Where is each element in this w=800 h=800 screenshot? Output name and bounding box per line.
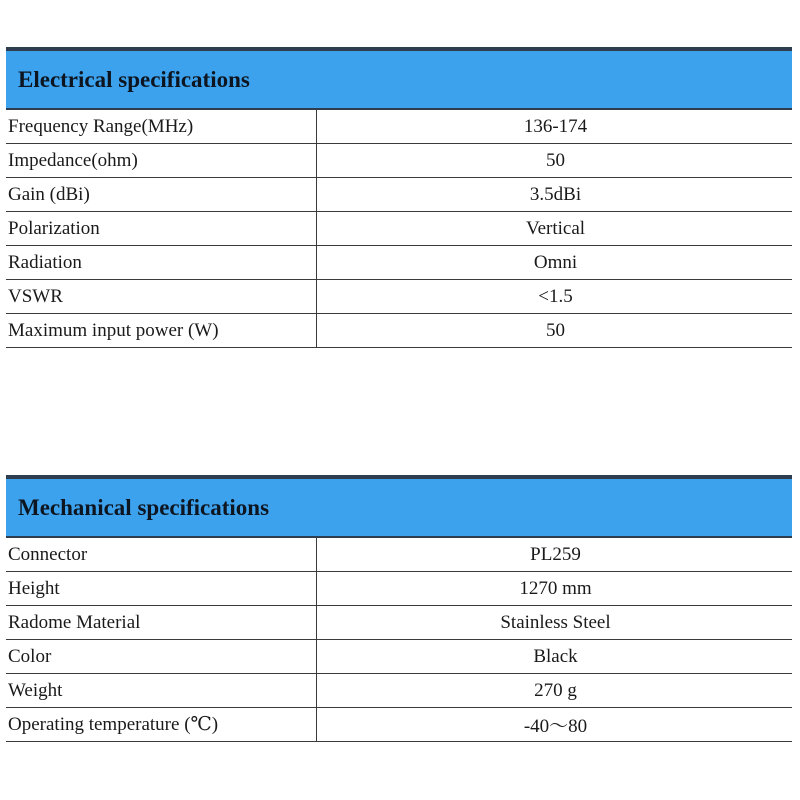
spec-value: Black: [317, 640, 793, 674]
spec-label: VSWR: [6, 280, 317, 314]
spec-value: 3.5dBi: [317, 178, 793, 212]
table-row: [6, 144, 792, 178]
table-row: [6, 314, 792, 348]
spec-label: Maximum input power (W): [6, 314, 317, 348]
mechanical-specifications-table: [6, 538, 792, 742]
spec-value: 136-174: [317, 110, 793, 144]
spec-label: Height: [6, 572, 317, 606]
electrical-specifications-header: Electrical specifications: [6, 47, 792, 110]
table-row: [6, 212, 792, 246]
spec-label: Radome Material: [6, 606, 317, 640]
table-row: [6, 674, 792, 708]
spec-value: -40～80: [317, 708, 793, 742]
electrical-specifications-section: [6, 47, 792, 348]
table-row: [6, 640, 792, 674]
spec-value: Omni: [317, 246, 793, 280]
spec-value: Stainless Steel: [317, 606, 793, 640]
spec-label: Color: [6, 640, 317, 674]
table-row: [6, 178, 792, 212]
table-row: [6, 280, 792, 314]
mechanical-specifications-section: [6, 475, 792, 742]
spec-label: Operating temperature (℃): [6, 708, 317, 742]
spec-label: Radiation: [6, 246, 317, 280]
spec-label: Frequency Range(MHz): [6, 110, 317, 144]
table-row: [6, 606, 792, 640]
mechanical-specifications-header: Mechanical specifications: [6, 475, 792, 538]
spec-value: PL259: [317, 538, 793, 572]
spec-label: Weight: [6, 674, 317, 708]
spec-value: 1270 mm: [317, 572, 793, 606]
electrical-specifications-table: [6, 110, 792, 348]
table-row: [6, 246, 792, 280]
table-row: [6, 110, 792, 144]
spec-value: <1.5: [317, 280, 793, 314]
spec-label: Impedance(ohm): [6, 144, 317, 178]
spec-label: Gain (dBi): [6, 178, 317, 212]
spec-value: 270 g: [317, 674, 793, 708]
spec-value: 50: [317, 314, 793, 348]
spec-value: Vertical: [317, 212, 793, 246]
table-row: [6, 538, 792, 572]
spec-label: Polarization: [6, 212, 317, 246]
spec-value: 50: [317, 144, 793, 178]
table-row: [6, 572, 792, 606]
spec-label: Connector: [6, 538, 317, 572]
table-row: [6, 708, 792, 742]
